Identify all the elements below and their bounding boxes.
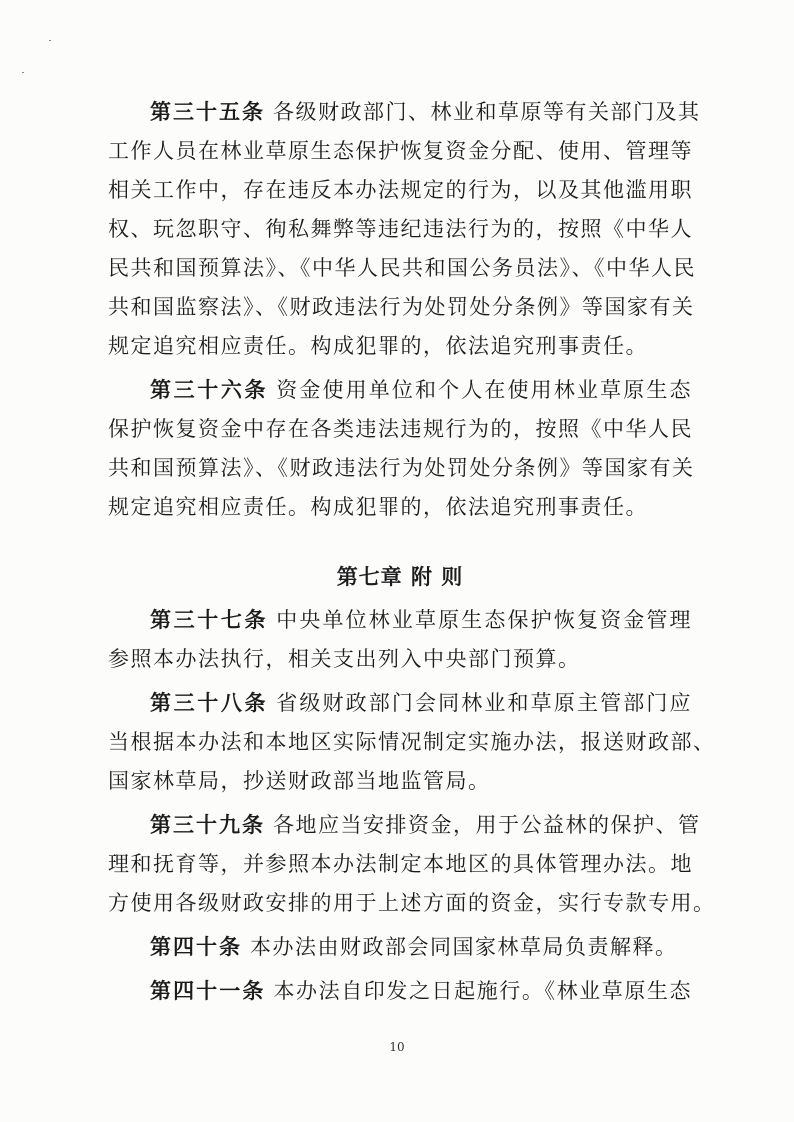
text-line: 第四十一条 本办法自印发之日起施行。《林业草原生态 [150, 978, 693, 1003]
text-line: 当根据本办法和本地区实际情况制定实施办法，报送财政部、 [108, 730, 716, 754]
text-line: 共和国监察法》、《财政违法行为处罚处分条例》等国家有关 [108, 295, 695, 319]
text-line: 第三十五条 各级财政部门、林业和草原等有关部门及其 [150, 99, 701, 124]
text-line: 第三十九条 各地应当安排资金，用于公益林的保护、管 [150, 812, 701, 837]
text-line: 国家林草局，抄送财政部当地监管局。 [108, 769, 491, 793]
chapter-title: 第七章 附 则 [336, 564, 464, 589]
text-line: 第三十八条 省级财政部门会同林业和草原主管部门应 [150, 690, 693, 715]
article-38 [108, 683, 716, 801]
article-heading: 第三十八条 [150, 690, 269, 715]
article-heading: 第三十五条 [150, 99, 265, 124]
article-39 [108, 805, 716, 923]
text-line: 第四十条 本办法由财政部会同国家林草局负责解释。 [150, 934, 678, 959]
text-line: 规定追究相应责任。构成犯罪的，依法追究刑事责任。 [108, 334, 648, 358]
text-line: 方使用各级财政安排的用于上述方面的资金，实行专款专用。 [108, 891, 716, 915]
text-line: 民共和国预算法》、《中华人民共和国公务员法》、《中华人民 [108, 256, 696, 280]
article-heading: 第四十一条 [150, 978, 266, 1003]
article-35 [108, 92, 701, 366]
text-line: 工作人员在林业草原生态保护恢复资金分配、使用、管理等 [108, 139, 693, 163]
text-line: 规定追究相应责任。构成犯罪的，依法追究刑事责任。 [108, 495, 648, 519]
text-line: 第三十六条 资金使用单位和个人在使用林业草原生态 [150, 377, 693, 402]
page-number: 10 [389, 1040, 405, 1054]
text-line: 理和抚育等，并参照本办法制定本地区的具体管理办法。地 [108, 852, 693, 876]
text-line: 参照本办法执行，相关支出列入中央部门预算。 [108, 647, 581, 671]
scan-speck [22, 72, 24, 73]
article-heading: 第三十六条 [150, 377, 269, 402]
text-line: 权、玩忽职守、徇私舞弊等违纪违法行为的，按照《中华人 [108, 217, 693, 241]
document-body [108, 92, 716, 1015]
text-line: 第三十七条 中央单位林业草原生态保护恢复资金管理 [150, 607, 693, 632]
scan-speck [49, 40, 51, 41]
article-heading: 第三十七条 [150, 607, 269, 632]
article-36 [108, 370, 695, 527]
article-heading: 第四十条 [150, 934, 242, 959]
article-40 [108, 927, 692, 967]
text-line: 保护恢复资金中存在各类违法违规行为的，按照《中华人民 [108, 417, 693, 441]
article-heading: 第三十九条 [150, 812, 265, 837]
text-line: 相关工作中，存在违反本办法规定的行为，以及其他滥用职 [108, 178, 693, 202]
article-41 [108, 971, 692, 1011]
text-line: 共和国预算法》、《财政违法行为处罚处分条例》等国家有关 [108, 456, 695, 480]
article-37 [108, 600, 692, 679]
